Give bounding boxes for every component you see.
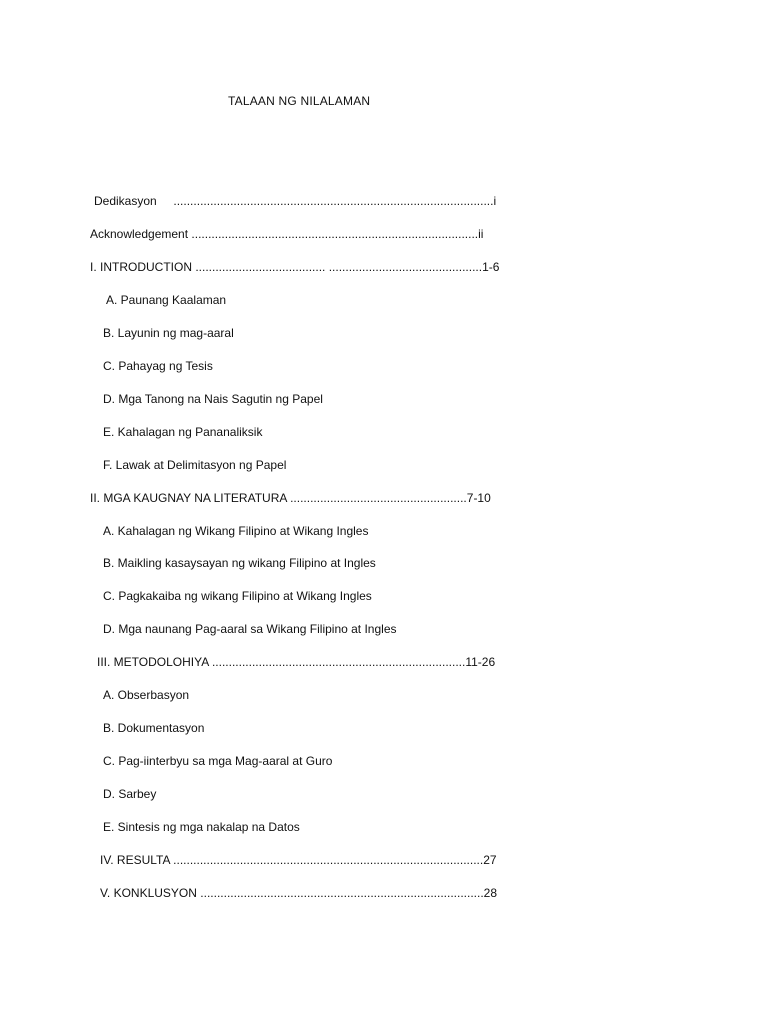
toc-subentry: B. Layunin ng mag-aaral: [103, 326, 234, 340]
toc-leader-dots: .....................................................: [290, 491, 467, 505]
toc-subentry: A. Kahalagan ng Wikang Filipino at Wikang Ingles: [103, 524, 369, 538]
toc-entry-introduction: [90, 260, 499, 274]
toc-entry-dedikasyon: [94, 194, 496, 208]
toc-entry-page: 11-26: [465, 655, 496, 669]
toc-entry-page: i: [493, 194, 497, 208]
toc-entry-konklusyon: [100, 886, 497, 900]
toc-leader-dots: ................................................................................................: [173, 194, 494, 208]
toc-entry-label: III. METODOLOHIYA: [97, 655, 209, 669]
toc-subentry: F. Lawak at Delimitasyon ng Papel: [103, 458, 287, 472]
toc-subentry: D. Mga naunang Pag-aaral sa Wikang Filipino at Ingles: [103, 622, 397, 636]
toc-leader-dots: ......................................................................................: [191, 227, 479, 241]
toc-subentry: D. Sarbey: [103, 787, 157, 801]
toc-entry-metodolohiya: [97, 655, 495, 669]
toc-subentry: A. Paunang Kaalaman: [106, 293, 227, 307]
toc-entry-page: 7-10: [466, 491, 491, 505]
toc-entry-resulta: [100, 853, 497, 867]
toc-entry-page: 1-6: [482, 260, 500, 274]
toc-subentry: E. Sintesis ng mga nakalap na Datos: [103, 820, 300, 834]
toc-entry-page: ii: [478, 227, 484, 241]
toc-entry-label: Acknowledgement: [90, 227, 189, 241]
toc-entry-label: Dedikasyon: [94, 194, 157, 208]
toc-entry-literatura: [90, 491, 491, 505]
toc-subentry: A. Obserbasyon: [103, 688, 190, 702]
toc-entry-label: V. KONKLUSYON: [100, 886, 197, 900]
toc-entry-label: II. MGA KAUGNAY NA LITERATURA: [90, 491, 287, 505]
toc-leader-dots: .....................................................................................: [200, 886, 484, 900]
toc-subentry: D. Mga Tanong na Nais Sagutin ng Papel: [103, 392, 323, 406]
toc-entry-label: I. INTRODUCTION: [90, 260, 192, 274]
toc-entry-page: 28: [483, 886, 498, 900]
toc-subentry: B. Maikling kasaysayan ng wikang Filipino at Ingles: [103, 556, 376, 570]
toc-subentry: C. Pagkakaiba ng wikang Filipino at Wikang Ingles: [103, 589, 372, 603]
toc-leader-dots: .............................................................................................: [173, 853, 484, 867]
toc-entry-page: 27: [483, 853, 497, 867]
toc-subentry: C. Pahayag ng Tesis: [103, 359, 213, 373]
toc-subentry: B. Dokumentasyon: [103, 721, 205, 735]
toc-leader-dots: ....................................... ..............................................: [195, 260, 483, 274]
toc-entry-label: IV. RESULTA: [100, 853, 170, 867]
toc-subentry: E. Kahalagan ng Pananaliksik: [103, 425, 263, 439]
toc-subentry: C. Pag-iinterbyu sa mga Mag-aaral at Guro: [103, 754, 333, 768]
toc-leader-dots: ............................................................................: [211, 655, 466, 669]
toc-entry-acknowledgement: [90, 227, 483, 241]
page-title: TALAAN NG NILALAMAN: [228, 94, 371, 108]
